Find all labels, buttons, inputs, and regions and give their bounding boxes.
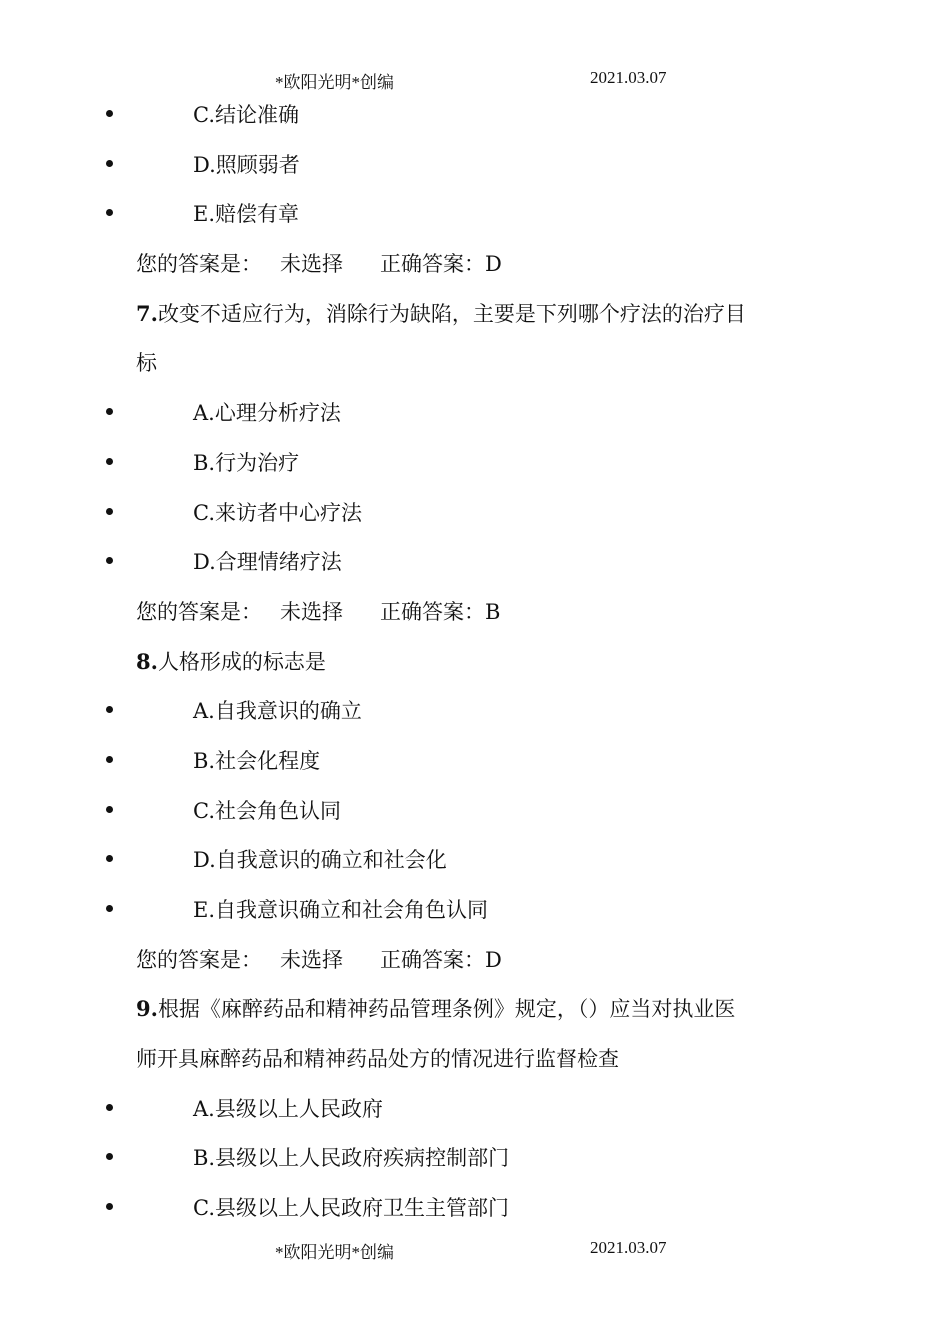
option-text: E.赔偿有章 xyxy=(193,202,300,227)
bullet-icon xyxy=(106,110,113,117)
bullet-icon xyxy=(106,1203,113,1210)
bullet-icon xyxy=(106,756,113,763)
question-line xyxy=(0,298,950,348)
bullet-icon xyxy=(106,1104,113,1111)
correct-answer: 正确答案：D xyxy=(380,252,502,277)
option-text: C.县级以上人民政府卫生主管部门 xyxy=(193,1196,509,1221)
option-item xyxy=(0,99,950,149)
question-line xyxy=(0,646,950,696)
your-answer-label: 您的答案是： xyxy=(136,252,262,277)
option-item xyxy=(0,1093,950,1143)
question-text: 标 xyxy=(136,351,157,376)
bullet-icon xyxy=(106,855,113,862)
option-item xyxy=(0,497,950,547)
question-continuation xyxy=(0,347,950,397)
document-body xyxy=(0,99,950,1242)
option-text: A.自我意识的确立 xyxy=(193,699,362,724)
option-item xyxy=(0,149,950,199)
option-item xyxy=(0,198,950,248)
question-number: 8. xyxy=(136,648,158,674)
option-text: A.县级以上人民政府 xyxy=(193,1096,383,1121)
correct-answer: 正确答案：B xyxy=(380,599,501,624)
bullet-icon xyxy=(106,160,113,167)
bullet-icon xyxy=(106,706,113,713)
question-number: 9. xyxy=(136,996,158,1022)
your-answer-value: 未选择 xyxy=(280,599,343,624)
option-item xyxy=(0,745,950,795)
option-item xyxy=(0,1142,950,1192)
your-answer-label: 您的答案是： xyxy=(136,599,262,624)
correct-answer: 正确答案：D xyxy=(380,947,502,972)
option-text: E.自我意识确立和社会角色认同 xyxy=(193,898,489,922)
question-continuation xyxy=(0,1043,950,1093)
answer-row xyxy=(0,248,950,298)
page-footer xyxy=(0,1238,950,1268)
option-text: C.结论准确 xyxy=(193,103,299,127)
question-line xyxy=(0,993,950,1043)
bullet-icon xyxy=(106,557,113,564)
option-item xyxy=(0,447,950,497)
option-text: C.来访者中心疗法 xyxy=(193,500,362,525)
option-item xyxy=(0,795,950,845)
option-text: D.照顾弱者 xyxy=(193,152,300,177)
footer-date: 2021.03.07 xyxy=(590,1238,667,1257)
bullet-icon xyxy=(106,458,113,465)
option-text: B.社会化程度 xyxy=(193,748,321,773)
page-header xyxy=(0,68,950,98)
question-text: 根据《麻醉药品和精神药品管理条例》规定，（）应当对执业医 xyxy=(157,997,736,1022)
option-text: A.心理分析疗法 xyxy=(193,401,341,426)
question-text: 改变不适应行为，消除行为缺陷，主要是下列哪个疗法的治疗目 xyxy=(157,301,746,326)
question-text: 师开具麻醉药品和精神药品处方的情况进行监督检查 xyxy=(136,1047,619,1072)
option-text: B.行为治疗 xyxy=(193,450,300,475)
header-date: 2021.03.07 xyxy=(590,68,667,87)
option-text: C.社会角色认同 xyxy=(193,798,341,823)
your-answer-label: 您的答案是： xyxy=(136,947,262,972)
header-author: *欧阳光明*创编 xyxy=(275,73,394,92)
bullet-icon xyxy=(106,806,113,813)
option-item xyxy=(0,844,950,894)
bullet-icon xyxy=(106,1153,113,1160)
option-item xyxy=(0,1192,950,1242)
footer-author: *欧阳光明*创编 xyxy=(275,1243,394,1262)
option-text: B.县级以上人民政府疾病控制部门 xyxy=(193,1146,510,1171)
answer-row xyxy=(0,596,950,646)
bullet-icon xyxy=(106,905,113,912)
bullet-icon xyxy=(106,508,113,515)
question-number: 7. xyxy=(136,300,158,326)
option-item xyxy=(0,695,950,745)
your-answer-value: 未选择 xyxy=(280,947,343,972)
question-text: 人格形成的标志是 xyxy=(157,649,326,674)
option-item xyxy=(0,546,950,596)
bullet-icon xyxy=(106,209,113,216)
option-text: D.合理情绪疗法 xyxy=(193,550,342,575)
option-item xyxy=(0,397,950,447)
your-answer-value: 未选择 xyxy=(280,252,343,277)
option-text: D.自我意识的确立和社会化 xyxy=(193,848,447,873)
answer-row xyxy=(0,944,950,994)
bullet-icon xyxy=(106,408,113,415)
option-item xyxy=(0,894,950,944)
